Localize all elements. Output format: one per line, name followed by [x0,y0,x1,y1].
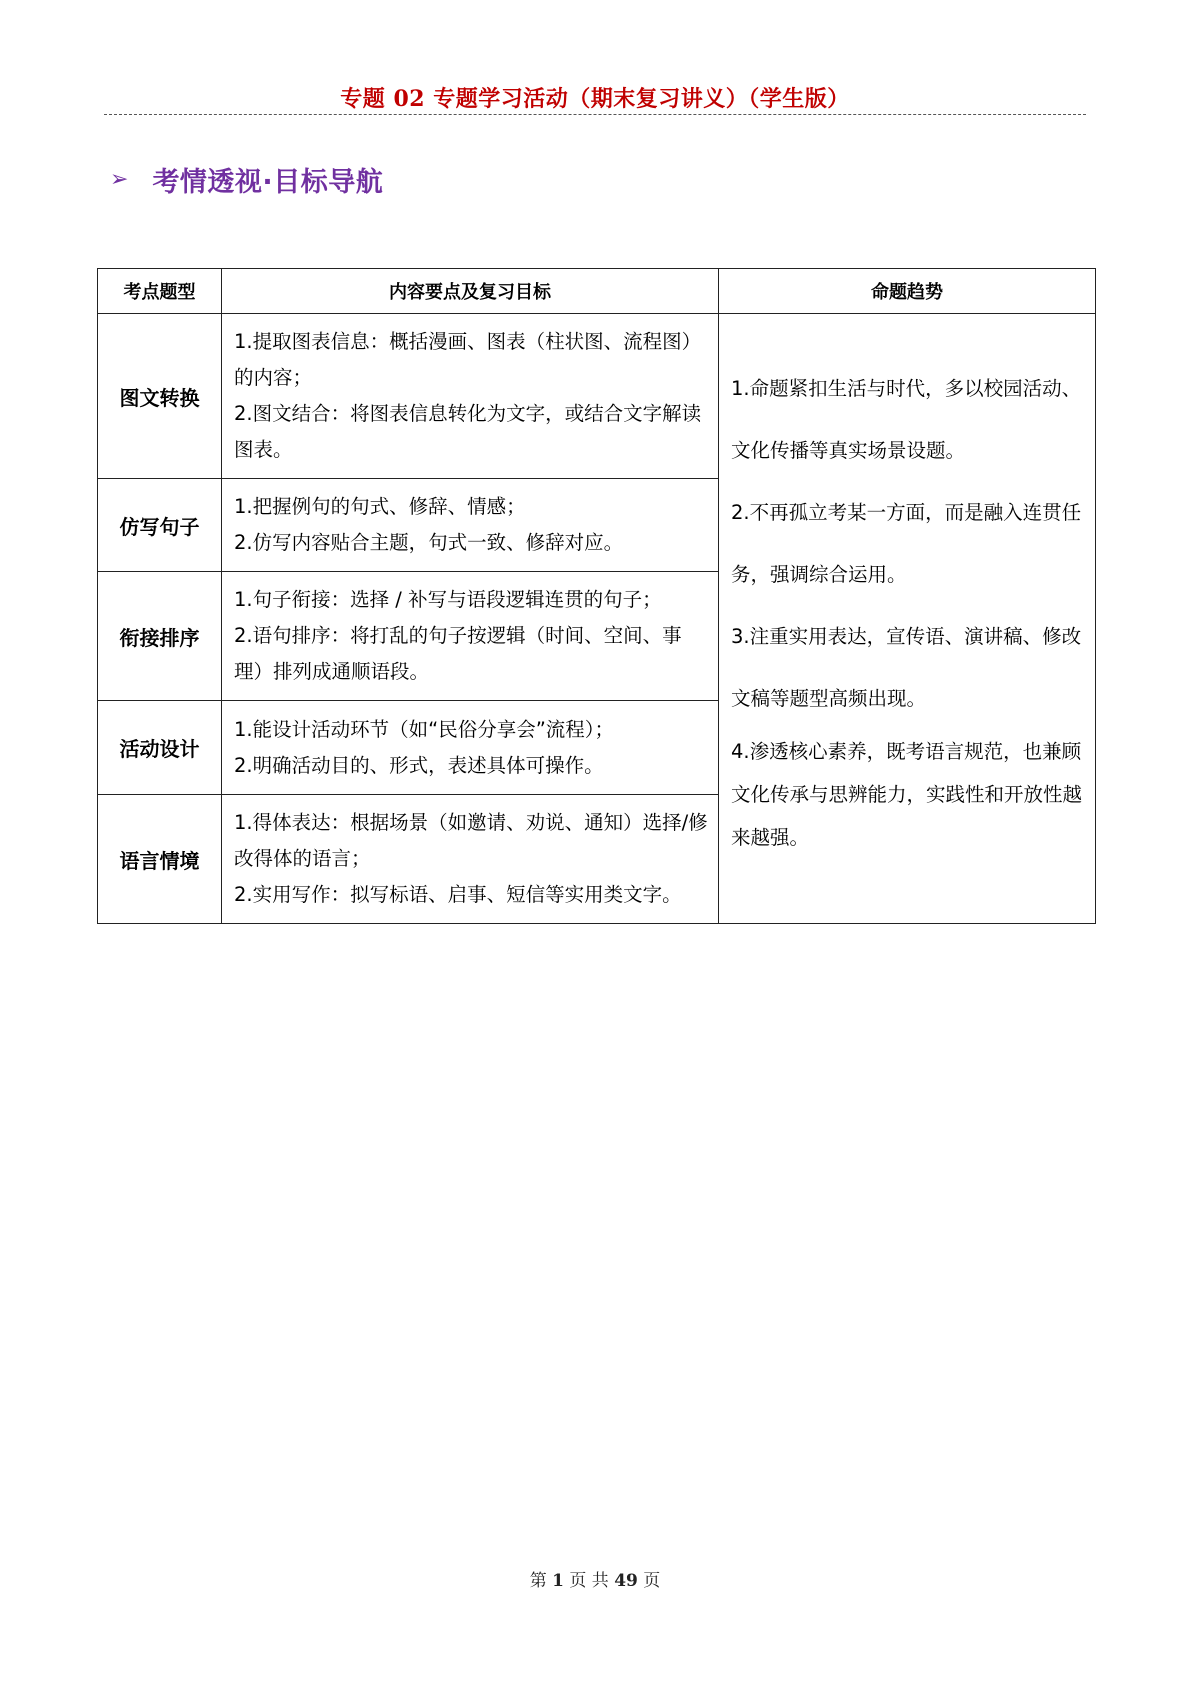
content-cell [222,479,719,572]
arrow-bullet-icon: ➢ [110,167,129,192]
question-type-cell: 语言情境 [98,795,222,924]
content-line: 2.仿写内容贴合主题，句式一致、修辞对应。 [234,531,624,554]
header-divider [104,114,1086,115]
question-type-cell: 活动设计 [98,701,222,795]
content-line: 1.得体表达：根据场景（如邀请、劝说、通知）选择/修改得体的语言； [234,811,708,870]
content-line: 2.实用写作：拟写标语、启事、短信等实用类文字。 [234,883,682,906]
content-cell [222,701,719,795]
trend-item: 2.不再孤立考某一方面，而是融入连贯任务，强调综合运用。 [731,501,1082,586]
content-line: 2.明确活动目的、形式，表述具体可操作。 [234,753,604,777]
current-page: 1 [552,1571,564,1591]
page-number: 第 1 页 共 49 页 [529,1571,661,1591]
column-header-type: 考点题型 [98,269,222,314]
content-line: 1.能设计活动环节（如“民俗分享会”流程）； [234,717,615,741]
trend-cell [719,314,1096,924]
section-title: 考情透视·目标导航 [152,167,384,198]
content-cell [222,314,719,479]
content-cell [222,795,719,924]
question-type-cell: 仿写句子 [98,479,222,572]
trend-item: 3.注重实用表达，宣传语、演讲稿、修改文稿等题型高频出现。 [731,625,1082,710]
question-type-cell: 图文转换 [98,314,222,479]
question-type-cell: 衔接排序 [98,572,222,701]
content-line: 2.图文结合：将图表信息转化为文字，或结合文字解读图表。 [234,402,702,461]
total-pages: 49 [614,1571,638,1591]
table-header-row [98,269,1096,314]
document-title: 专题 02 专题学习活动（期末复习讲义）（学生版） [340,86,850,112]
content-line: 1.把握例句的句式、修辞、情感； [234,495,526,518]
content-line: 1.句子衔接：选择 / 补写与语段逻辑连贯的句子； [234,588,662,611]
trend-item: 1.命题紧扣生活与时代，多以校园活动、文化传播等真实场景设题。 [731,377,1082,462]
content-line: 1.提取图表信息：概括漫画、图表（柱状图、流程图）的内容； [234,330,702,389]
trend-item: 4.渗透核心素养，既考语言规范，也兼顾文化传承与思辨能力，实践性和开放性越来越强。 [731,740,1083,849]
content-line: 2.语句排序：将打乱的句子按逻辑（时间、空间、事理）排列成通顺语段。 [234,624,682,683]
column-header-content: 内容要点及复习目标 [222,269,719,314]
content-cell [222,572,719,701]
exam-overview-table [97,268,1096,924]
column-header-trend: 命题趋势 [719,269,1096,314]
section-heading [110,160,383,199]
table-row [98,314,1096,479]
